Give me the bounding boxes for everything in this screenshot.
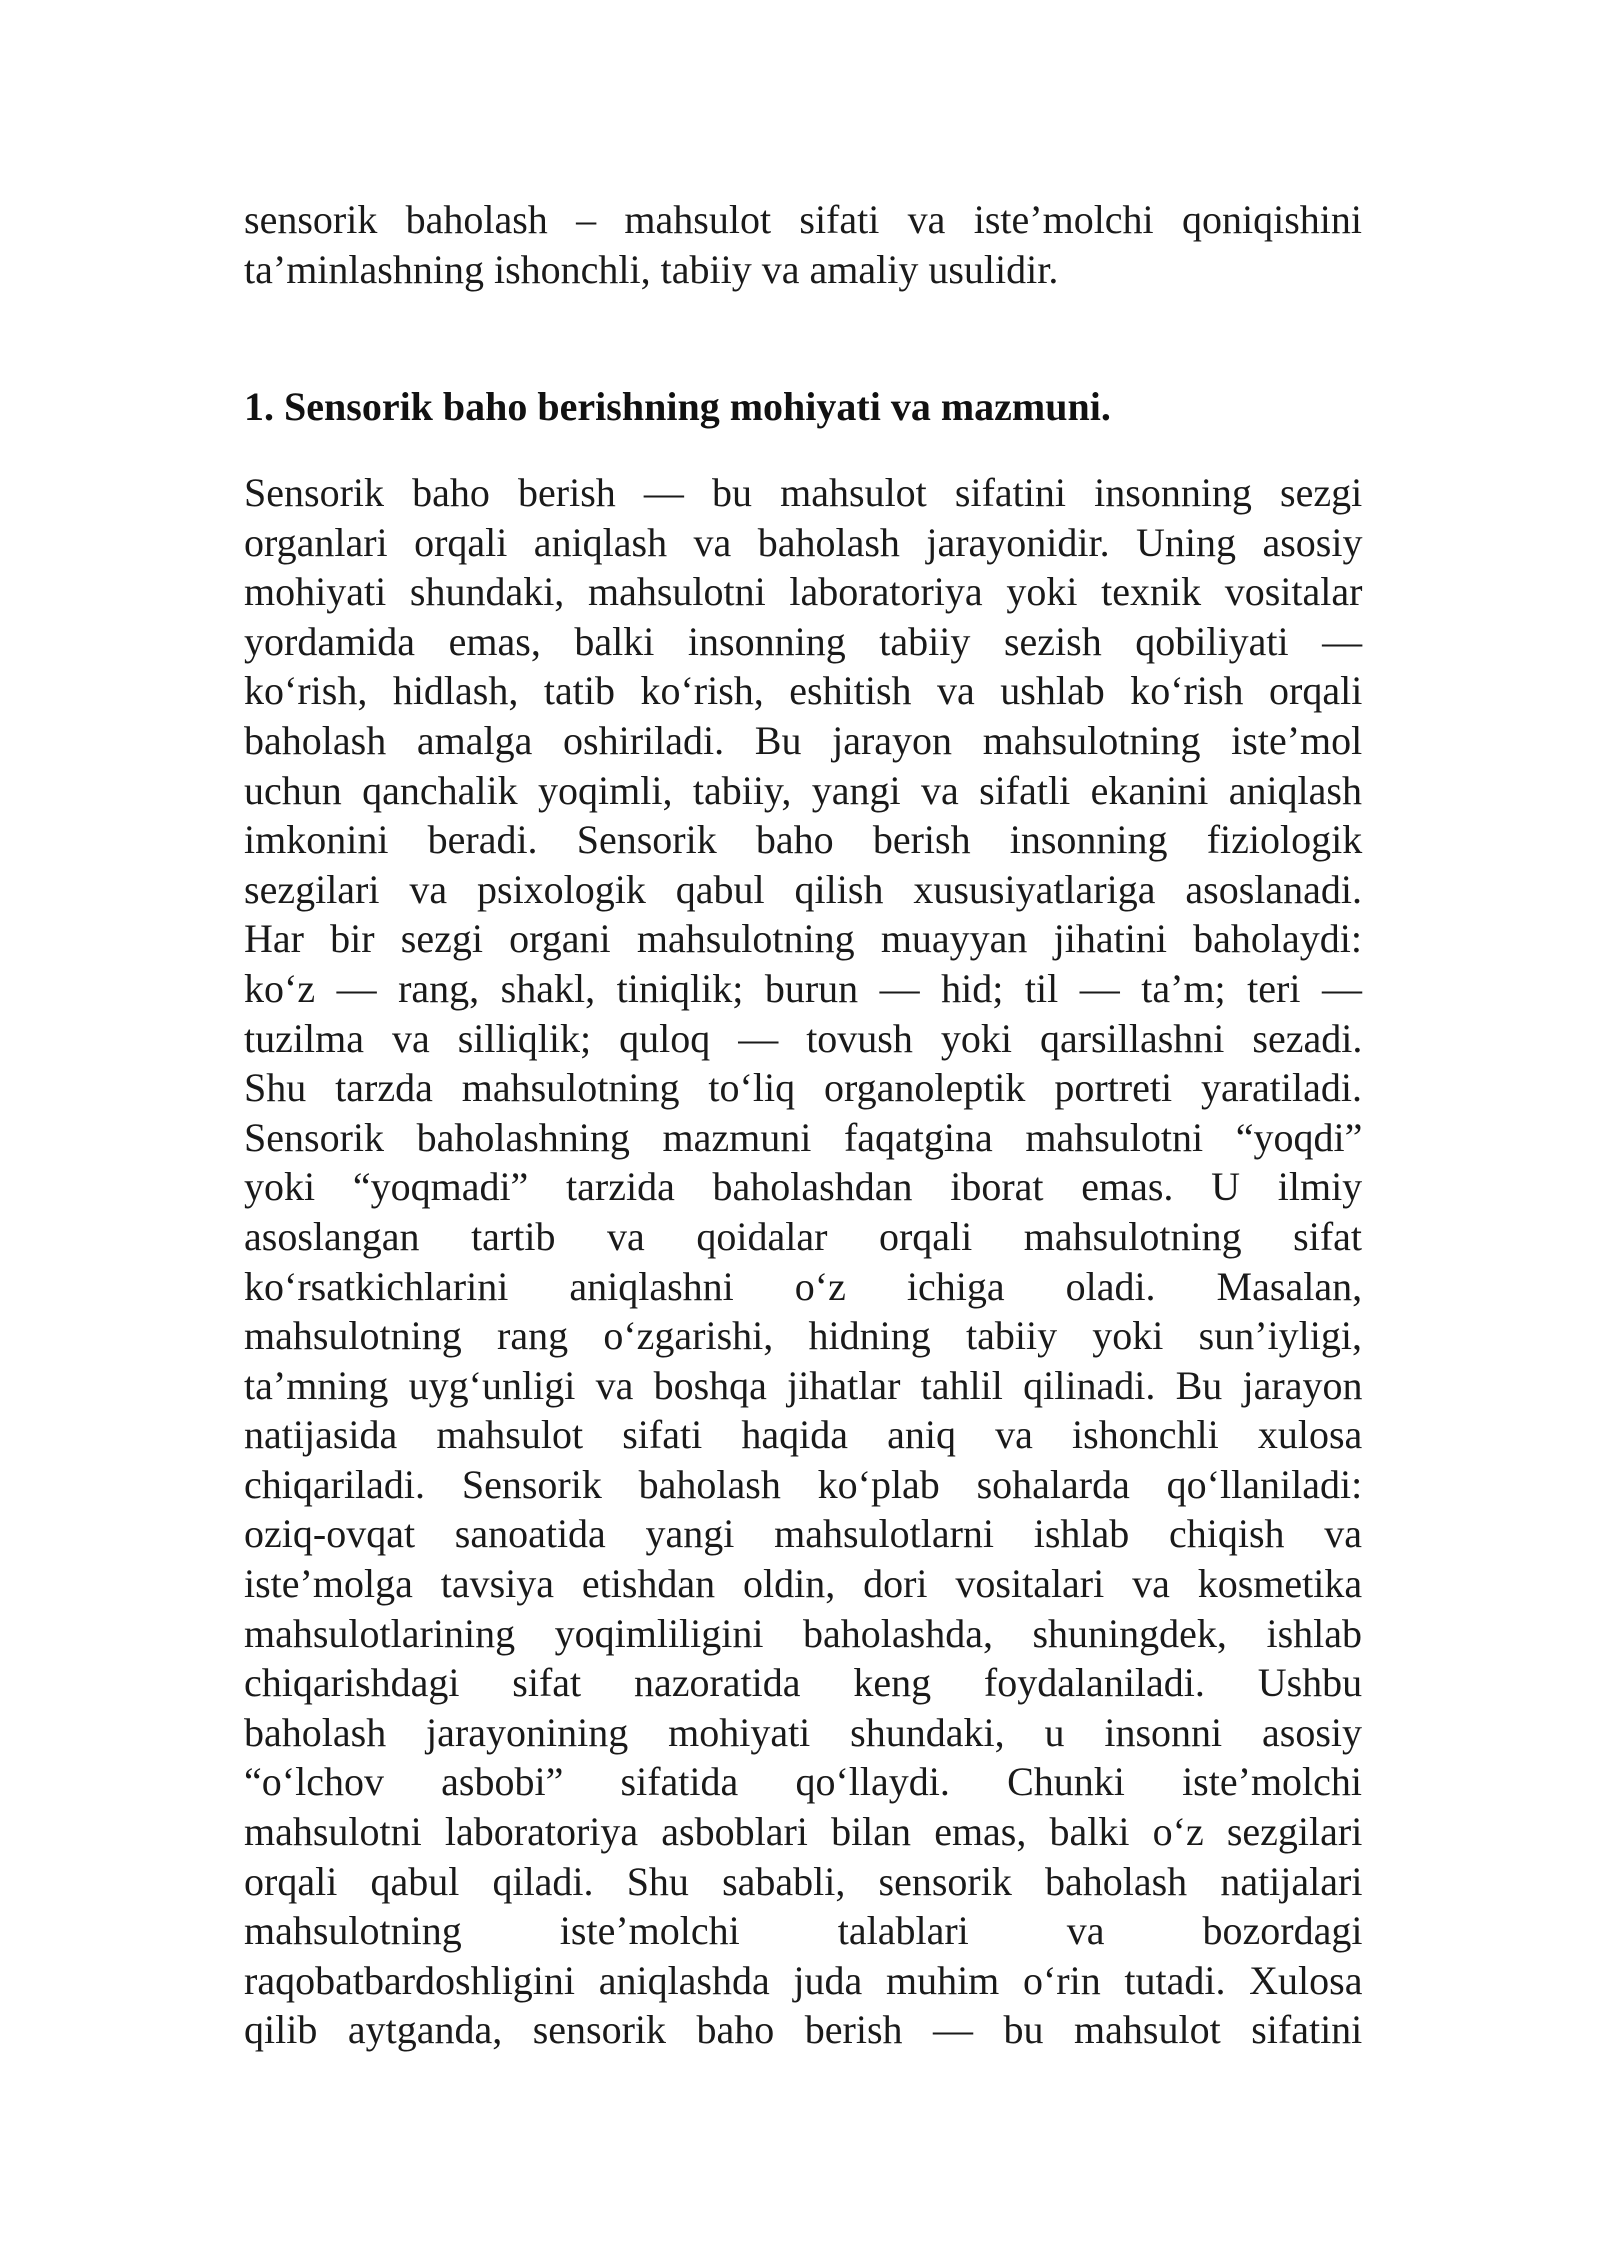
text-line: natijasida mahsulot sifati haqida aniq va ishonchli xulosa [244, 1412, 1363, 1458]
text-line: chiqarishdagi sifat nazoratida keng foydalaniladi. Ushbu [244, 1660, 1363, 1706]
text-line: sezgilari va psixologik qabul qilish xususiyatlariga asoslanadi. [244, 866, 1362, 912]
text-line: mohiyati shundaki, mahsulotni laboratoriya yoki texnik vositalar [244, 569, 1363, 615]
text-line: sensorik baholash – mahsulot sifati va iste’molchi qoniqishini [244, 197, 1362, 242]
text-line: tuzilma va silliqlik; quloq — tovush yoki qarsillashni sezadi. [244, 1015, 1363, 1061]
text-line: mahsulotning rang o‘zgarishi, hidning tabiiy yoki sun’iyligi, [244, 1313, 1362, 1359]
text-line: ta’minlashning ishonchli, tabiiy va amaliy usulidir. [244, 246, 1059, 292]
text-line: Shu tarzda mahsulotning to‘liq organoleptik portreti yaratiladi. [244, 1065, 1362, 1111]
text-line: yoki “yoqmadi” tarzida baholashdan iborat emas. U ilmiy [244, 1164, 1363, 1210]
text-line: mahsulotlarining yoqimliligini baholashda, shuningdek, ishlab [244, 1610, 1362, 1656]
text-line: Sensorik baho berish — bu mahsulot sifatini insonning sezgi [244, 470, 1363, 515]
text-line: imkonini beradi. Sensorik baho berish insonning fiziologik [244, 817, 1363, 863]
text-line: ko‘z — rang, shakl, tiniqlik; burun — hid; til — ta’m; teri — [244, 965, 1362, 1011]
body-paragraph [244, 468, 1362, 2055]
text-line: baholash jarayonining mohiyati shundaki, u insonni asosiy [244, 1709, 1362, 1755]
text-line: qilib aytganda, sensorik baho berish — bu mahsulot sifatini [244, 2007, 1363, 2053]
text-line: yordamida emas, balki insonning tabiiy sezish qobiliyati — [244, 618, 1363, 664]
text-line: ko‘rsatkichlarini aniqlashni o‘z ichiga oladi. Masalan, [244, 1263, 1363, 1309]
text-line: ko‘rish, hidlash, tatib ko‘rish, eshitish va ushlab ko‘rish orqali [244, 668, 1363, 714]
intro-paragraph [244, 195, 1362, 294]
text-line: iste’molga tavsiya etishdan oldin, dori vositalari va kosmetika [244, 1561, 1363, 1607]
text-line: mahsulotning iste’molchi talablari va bozordagi [244, 1908, 1363, 1954]
text-line: organlari orqali aniqlash va baholash jarayonidir. Uning asosiy [244, 519, 1363, 565]
text-line: asoslangan tartib va qoidalar orqali mahsulotning sifat [244, 1213, 1362, 1259]
text-line: Har bir sezgi organi mahsulotning muayyan jihatini baholaydi: [244, 916, 1362, 962]
text-line: oziq-ovqat sanoatida yangi mahsulotlarni ishlab chiqish va [244, 1511, 1362, 1557]
text-line: mahsulotni laboratoriya asboblari bilan emas, balki o‘z sezgilari [244, 1809, 1363, 1855]
text-line: ta’mning uyg‘unligi va boshqa jihatlar tahlil qilinadi. Bu jarayon [244, 1362, 1363, 1408]
text-line: uchun qanchalik yoqimli, tabiiy, yangi va sifatli ekanini aniqlash [244, 767, 1362, 813]
text-line: “o‘lchov asbobi” sifatida qo‘llaydi. Chunki iste’molchi [244, 1759, 1363, 1805]
text-line: chiqariladi. Sensorik baholash ko‘plab sohalarda qo‘llaniladi: [244, 1461, 1363, 1507]
section-heading: 1. Sensorik baho berishning mohiyati va mazmuni. [244, 384, 1111, 429]
text-line: Sensorik baholashning mazmuni faqatgina mahsulotni “yoqdi” [244, 1114, 1363, 1160]
text-line: baholash amalga oshiriladi. Bu jarayon mahsulotning iste’mol [244, 717, 1363, 763]
text-line: orqali qabul qiladi. Shu sababli, sensorik baholash natijalari [244, 1858, 1363, 1904]
text-line: raqobatbardoshligini aniqlashda juda muhim o‘rin tutadi. Xulosa [244, 1957, 1363, 2003]
